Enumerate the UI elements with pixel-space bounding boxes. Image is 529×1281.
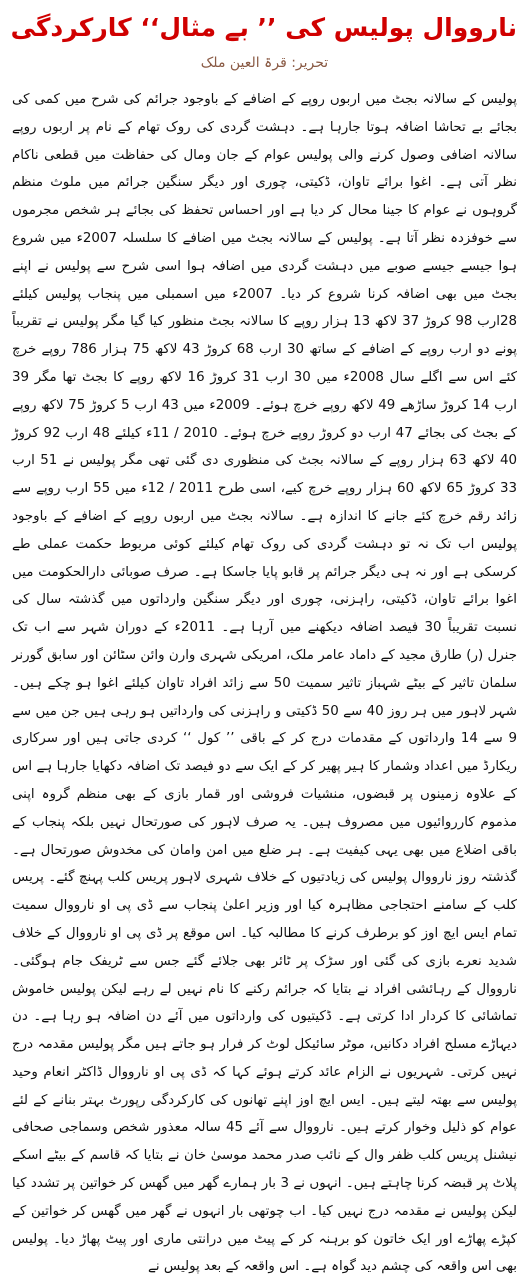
article-headline: نارووال پولیس کی ’’ بے مثال‘‘ کارکردگی [10, 13, 517, 42]
article-byline: تحریر: قرۃ العین ملک [200, 55, 329, 71]
article-body: پولیس کے سالانہ بجٹ میں اربوں روپے کے اضافے کے باوجود جرائم کی شرح میں کمی کی بجائے بے تحاشا اضافہ ہوتا جارہا ہے۔ دہشت گردی کی روک تھام کے نام پر اربوں روپے سالانہ اضافی وصول کرنے والی پولیس عوام کے جان ومال کی حفاظت میں قطعی ناکام نظر آتی ہے۔ اغوا برائے تاوان، ڈکیتی، چوری اور دیگر سنگین جرائم میں ملوث منظم گروہوں نے عوام کا جینا محال کر دیا ہے اور احساس تحفظ کی بجائے ہر شخص مجرموں سے خوفزدہ نظر آتا ہے۔ پولیس کے سالانہ بجٹ میں اضافے کا سلسلہ 2007ء میں شروع ہوا جیسے جیسے صوبے میں دہشت گردی میں اضافہ ہوا اسی شرح سے پولیس نے اپنے بجٹ میں بھی اضافہ کرنا شروع کر دیا۔ 2007ء میں اسمبلی میں پنجاب پولیس کیلئے 28ارب 98 کروڑ 37 لاکھ 13 ہزار روپے کا سالانہ بجٹ منظور کیا گیا مگر پولیس نے تقریباً پونے دو ارب روپے کے اضافے کے ساتھ 30 ارب 68 کروڑ 43 لاکھ 75 ہزار 786 روپے خرچ کئے اس سے اگلے سال 2008ء میں 30 ارب 31 کروڑ 16 لاکھ روپے کا بجٹ تھا مگر 39 ارب 14 کروڑ ساڑھے 49 لاکھ روپے خرچ ہوئے۔ 2009ء میں 43 ارب 5 کروڑ 75 لاکھ روپے کے بجٹ کی بجائے 47 ارب دو کروڑ روپے خرچ ہوئے۔ 2010 / 11ء کیلئے 48 ارب 92 کروڑ 40 لاکھ 63 ہزار روپے کے سالانہ بجٹ کی منظوری دی گئی تھی مگر پولیس نے 51 ارب 33 کروڑ 65 لاکھ 60 ہزار روپے خرچ کیے، اسی طرح 2011 / 12ء میں 55 ارب روپے سے زائد رقم خرچ کئے جانے کا اندازہ ہے۔ سالانہ بجٹ میں اربوں روپے کے اضافے کے باوجود پولیس اب تک نہ تو دہشت گردی کی روک تھام کیلئے کوئی مربوط حکمت عملی طے کرسکی ہے اور نہ ہی دیگر جرائم پر قابو پایا جاسکا ہے۔ صرف صوبائی دارالحکومت میں اغوا برائے تاوان، ڈکیتی، راہزنی، چوری اور دیگر سنگین وارداتوں میں گذشتہ سال کی نسبت تقریباً 30 فیصد اضافہ دیکھنے میں آرہا ہے۔ 2011ء کے دوران شہر سے اب تک جنرل (ر) طارق مجید کے داماد عامر ملک، امریکی شہری وارن وائن سٹائن اور سابق گورنر سلمان تاثیر کے بیٹے شہباز تاثیر سمیت 50 سے زائد افراد تاوان کیلئے اغوا ہو چکے ہیں۔ شہر لاہور میں ہر روز 40 سے 50 ڈکیتی و راہزنی کی وارداتیں ہو رہی ہیں جن میں سے 9 سے 14 وارداتوں کے مقدمات درج کر کے باقی ’’ کول ‘‘ کردی جاتی ہیں اور سرکاری ریکارڈ میں اعداد وشمار کا ہیر پھیر کر کے ایک سے دو فیصد تک اضافہ دکھایا جارہا ہے اس کے علاوہ زمینوں پر قبضوں، منشیات فروشی اور قمار بازی کے بھی منظم گروہ اپنی مذموم کارروائیوں میں مصروف ہیں۔ یہ صرف لاہور کی صورتحال نہیں بلکہ پنجاب کے باقی اضلاع میں بھی یہی کیفیت ہے۔ ہر ضلع میں امن وامان کی مخدوش صورتحال ہے۔ گذشتہ روز نارووال پولیس کی زیادتیوں کے خلاف شہری لاہور پریس کلب پہنچ گئے۔ پریس کلب کے سامنے احتجاجی مظاہرہ کیا اور وزیر اعلیٰ پنجاب سے ڈی پی او نارووال سمیت تمام ایس ایچ اوز کو برطرف کرنے کا مطالبہ کیا۔ اس موقع پر ڈی پی او نارووال کے خلاف شدید نعرے بازی کی گئی اور سڑک پر ٹائر بھی جلائے گئے جس سے ٹریفک جام ہوگئی۔ نارووال کے رہائشی افراد نے بتایا کہ جرائم رکنے کا نام نہیں لے رہے لیکن پولیس خاموش تماشائی کا کردار ادا کرتی ہے۔ ڈکیتیوں کی وارداتوں میں آئے دن اضافہ ہو رہا ہے۔ دن دیہاڑے مسلح افراد دکانیں، موٹر سائیکل لوٹ کر فرار ہو جاتے ہیں مگر پولیس مقدمہ درج نہیں کرتی۔ شہریوں نے الزام عائد کرتے ہوئے کہا کہ ڈی پی او نارووال ڈاکٹر انعام وحید پولیس سے بھتہ لیتے ہیں۔ ایس ایچ اوز اپنے تھانوں کی کارکردگی رپورٹ بہتر بنانے کے لئے عوام کو ذلیل وخوار کرتے ہیں۔ نارووال سے آئے 45 سالہ معذور شخص وسماجی صحافی نیشنل پریس کلب ظفر وال کے نائب صدر محمد موسیٰ خان نے بتایا کہ قاسم کے بیٹے اسکے پلاٹ پر قبضہ کرنا چاہتے ہیں۔ انہوں نے 3 بار ہمارے گھر میں گھس کر خواتین پر تشدد کیا لیکن پولیس نے مقدمہ درج نہیں کیا۔ اب چوتھی بار انہوں نے گھر میں گھس کر خواتین کے کپڑے پھاڑے اور ایک خاتون کو برہنہ کر کے پیٹ میں درانتی ماری اور پیٹ پھاڑ دیا۔ پولیس بھی اس واقعہ کی چشم دید گواہ ہے۔ اس واقعہ کے بعد پولیس نے [12, 92, 518, 1275]
